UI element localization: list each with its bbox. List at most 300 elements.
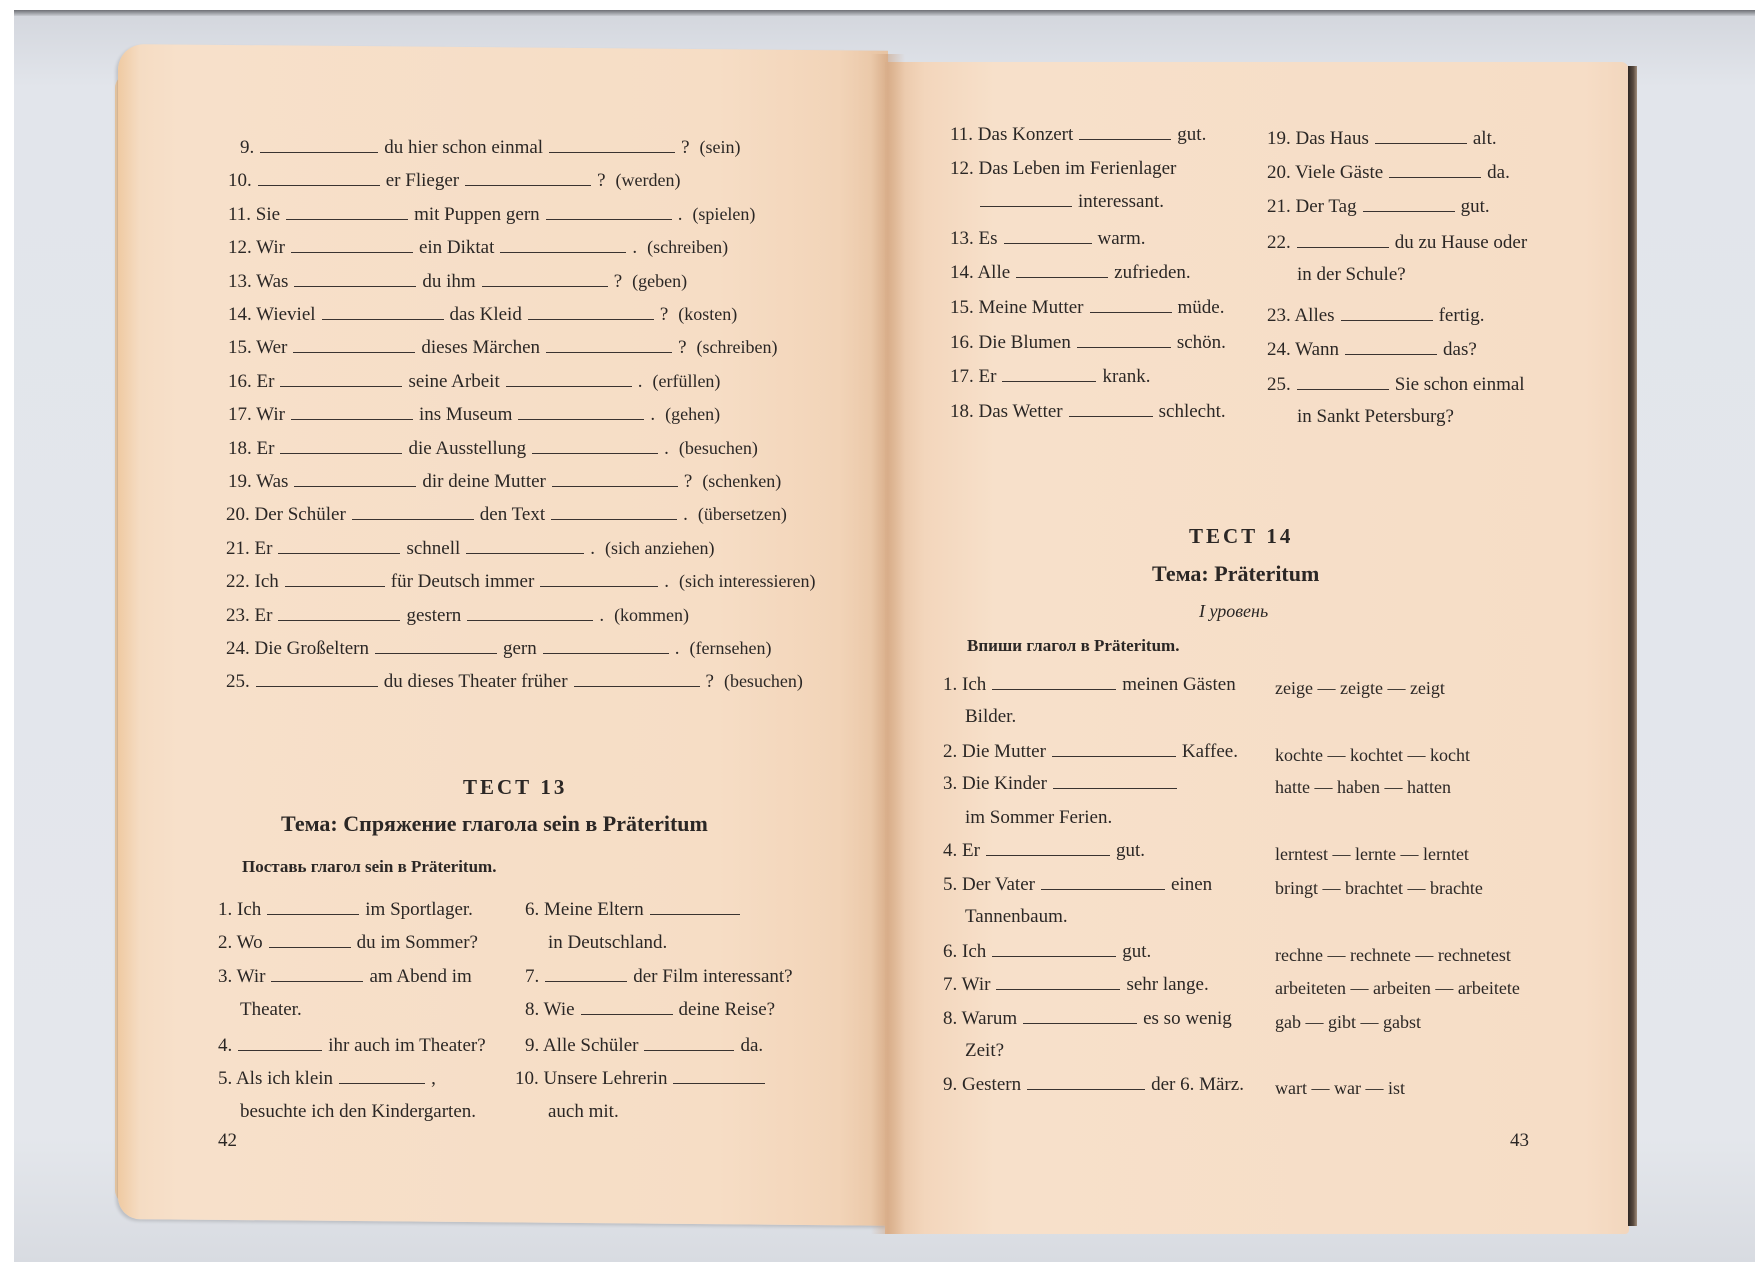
answer-blank[interactable] [291, 405, 413, 420]
item-number: 11. Sie [228, 203, 281, 225]
item-lead: 7. Wir [943, 974, 991, 995]
exercise-item [950, 401, 1226, 423]
item-lead: 18. Das Wetter [950, 401, 1063, 422]
answer-blank[interactable] [1052, 742, 1176, 757]
options-text: bringt — brachtet — brachte [1275, 878, 1483, 898]
item-text: den Text [479, 504, 546, 526]
item-text: gestern [406, 604, 462, 626]
answer-blank[interactable] [466, 539, 584, 554]
test14-topic: Тема: Präteritum [1152, 561, 1320, 586]
answer-blank[interactable] [545, 967, 627, 982]
exercise-item [1297, 406, 1454, 428]
item-tail: du im Sommer? [356, 932, 478, 953]
answer-blank[interactable] [1004, 229, 1092, 244]
item-tail: gut. [1122, 941, 1152, 962]
answer-blank[interactable] [294, 272, 416, 287]
exercise-item [228, 303, 737, 326]
test14-item [943, 1008, 1232, 1030]
item-lead: in der Schule? [1297, 264, 1406, 285]
answer-blank[interactable] [992, 942, 1116, 957]
item-lead: 14. Alle [950, 262, 1011, 283]
exercise-item [226, 604, 689, 627]
answer-blank[interactable] [1027, 1075, 1145, 1090]
item-tail: am Abend im [369, 966, 472, 987]
test14-item [943, 974, 1209, 996]
item-punct: ? [659, 304, 669, 325]
verb-hint: (sich anziehen) [605, 537, 715, 558]
test14-item [965, 1040, 1004, 1062]
answer-blank[interactable] [1002, 367, 1096, 382]
item-number: 23. Er [226, 604, 273, 626]
exercise-item [228, 437, 758, 460]
test13-item [218, 1035, 486, 1057]
item-lead: 3. Die Kinder [943, 773, 1047, 794]
answer-blank[interactable] [673, 1069, 765, 1084]
verb-hint: (sich interessieren) [679, 571, 816, 592]
item-text: für Deutsch immer [390, 571, 535, 593]
item-tail: es so wenig [1143, 1008, 1232, 1029]
item-lead: 22. [1267, 232, 1291, 253]
exercise-item [228, 470, 781, 493]
item-lead: auch mit. [548, 1101, 619, 1122]
test13-item [515, 1068, 771, 1090]
verb-hint: (übersetzen) [697, 504, 787, 525]
test14-item [943, 674, 1236, 696]
test14-title: ТЕСТ 14 [1189, 524, 1294, 548]
exercise-item [1267, 162, 1510, 184]
test13-item [240, 1101, 476, 1123]
test14-item [943, 741, 1238, 763]
item-tail: da. [1487, 162, 1510, 183]
exercise-item [226, 637, 771, 660]
answer-blank[interactable] [256, 672, 378, 687]
item-punct: ? [613, 270, 623, 292]
item-text: du hier schon einmal [384, 137, 544, 158]
answer-blank[interactable] [543, 639, 669, 654]
item-number: 15. Wer [228, 337, 288, 359]
exercise-item [950, 297, 1224, 319]
item-tail: alt. [1472, 128, 1497, 149]
item-text: seine Arbeit [408, 370, 500, 392]
answer-blank[interactable] [549, 138, 675, 153]
item-lead: 13. Es [950, 228, 998, 249]
options-text: lerntest — lernte — lerntet [1275, 844, 1469, 864]
page-number-left: 42 [218, 1130, 237, 1151]
verb-options [1275, 744, 1470, 766]
item-punct: . [590, 537, 596, 559]
verb-hint: (kommen) [614, 604, 690, 625]
item-lead: 21. Der Tag [1267, 196, 1357, 217]
exercise-item [228, 370, 720, 393]
test13-title: ТЕСТ 13 [463, 775, 568, 799]
item-text: gern [502, 638, 537, 659]
item-punct: . [664, 437, 669, 459]
verb-hint: (schreiben) [647, 237, 729, 258]
options-text: gab — gibt — gabst [1275, 1012, 1421, 1032]
item-tail: der 6. März. [1151, 1074, 1244, 1095]
answer-blank[interactable] [278, 539, 400, 554]
item-punct: . [674, 638, 680, 659]
test14-item [943, 874, 1212, 896]
item-lead: 9. Alle Schüler [525, 1035, 639, 1056]
item-tail: da. [740, 1035, 764, 1056]
item-number: 10. [228, 170, 252, 192]
exercise-item [1267, 128, 1497, 150]
exercise-item [950, 366, 1150, 388]
answer-blank[interactable] [285, 572, 385, 587]
verb-hint: (spielen) [692, 203, 756, 224]
options-text: arbeiteten — arbeiten — arbeitete [1275, 978, 1520, 998]
exercise-item [950, 124, 1206, 146]
answer-blank[interactable] [992, 675, 1116, 690]
answer-blank[interactable] [1297, 375, 1389, 390]
answer-blank[interactable] [294, 472, 416, 487]
item-lead: 23. Alles [1267, 305, 1335, 326]
book-cover-edge [1628, 66, 1637, 1226]
options-text: wart — war — ist [1275, 1078, 1405, 1098]
item-lead: 8. Warum [943, 1008, 1018, 1029]
test14-item [965, 906, 1068, 928]
options-text: rechne — rechnete — rechnetest [1275, 945, 1511, 965]
verb-options [1275, 944, 1511, 966]
answer-blank[interactable] [1077, 333, 1171, 348]
answer-blank[interactable] [1016, 263, 1108, 278]
exercise-item [226, 570, 815, 593]
test14-item [943, 840, 1145, 862]
exercise-item [1267, 339, 1477, 361]
item-punct: . [677, 203, 683, 225]
verb-hint: (geben) [632, 270, 688, 291]
verb-hint: (schenken) [702, 471, 782, 491]
item-punct: ? [683, 471, 693, 492]
item-tail: warm. [1097, 228, 1146, 249]
item-tail: schlecht. [1158, 401, 1226, 422]
test14-item [965, 807, 1112, 829]
verb-hint: (besuchen) [678, 437, 758, 458]
item-punct: . [632, 237, 638, 259]
answer-blank[interactable] [260, 138, 378, 153]
item-lead: 10. Unsere Lehrerin [515, 1068, 668, 1089]
item-lead: im Sommer Ferien. [965, 807, 1113, 828]
verb-hint: (kosten) [678, 304, 738, 324]
item-tail: , [431, 1068, 436, 1089]
exercise-item [1267, 232, 1527, 254]
test13-item [218, 1068, 436, 1090]
item-tail: das? [1443, 339, 1477, 360]
exercise-item [950, 332, 1226, 354]
test13-item [548, 1101, 619, 1123]
item-tail: interessant. [1078, 191, 1165, 212]
answer-blank[interactable] [1023, 1009, 1137, 1024]
test13-item [240, 999, 302, 1021]
test14-item [943, 1074, 1244, 1096]
exercise-item [228, 203, 755, 226]
test14-item [943, 773, 1183, 795]
item-lead: 15. Meine Mutter [950, 297, 1084, 318]
answer-blank[interactable] [375, 639, 497, 654]
item-lead: 7. [525, 966, 540, 987]
item-lead: 6. Ich [943, 941, 987, 962]
exercise-item [980, 191, 1164, 213]
exercise-item [240, 136, 741, 159]
item-lead: 25. [1267, 374, 1291, 395]
item-tail: schön. [1176, 332, 1226, 353]
item-lead: 4. Er [943, 840, 980, 861]
options-text: kochte — kochtet — kocht [1275, 745, 1470, 765]
item-lead: 16. Die Blumen [950, 332, 1071, 353]
answer-blank[interactable] [286, 205, 408, 220]
item-lead: 1. Ich [218, 899, 262, 920]
answer-blank[interactable] [339, 1069, 425, 1084]
item-punct: ? [681, 137, 690, 158]
item-lead: 4. [218, 1035, 233, 1056]
verb-hint: (werden) [615, 170, 681, 191]
answer-blank[interactable] [574, 672, 700, 687]
item-punct: ? [705, 671, 714, 693]
item-punct: ? [597, 170, 606, 192]
exercise-item [1267, 374, 1525, 396]
test13-item [525, 1035, 763, 1057]
item-lead: Tannenbaum. [965, 906, 1068, 927]
item-tail: gut. [1115, 840, 1145, 861]
answer-blank[interactable] [546, 205, 672, 220]
answer-blank[interactable] [291, 238, 413, 253]
exercise-item [950, 228, 1146, 250]
item-text: du ihm [422, 270, 476, 292]
item-tail: krank. [1102, 366, 1151, 387]
answer-blank[interactable] [1079, 125, 1171, 140]
item-number: 25. [226, 671, 250, 693]
answer-blank[interactable] [996, 975, 1120, 990]
answer-blank[interactable] [500, 238, 626, 253]
answer-blank[interactable] [238, 1036, 322, 1051]
answer-blank[interactable] [465, 171, 591, 186]
test13-instruction: Поставь глагол sein в Präteritum. [242, 857, 497, 876]
item-punct: . [637, 370, 643, 392]
answer-blank[interactable] [650, 900, 740, 915]
exercise-item [228, 236, 728, 259]
test14-item [943, 941, 1151, 963]
scanner-edge-shadow [14, 10, 1755, 16]
exercise-item [950, 262, 1191, 284]
exercise-item [228, 403, 720, 426]
exercise-item [950, 158, 1176, 180]
verb-hint: (besuchen) [723, 671, 803, 692]
item-punct: ? [678, 337, 687, 359]
item-number: 16. Er [228, 370, 275, 392]
item-lead: Theater. [240, 999, 302, 1020]
test14-instruction: Впиши глагол в Präteritum. [967, 636, 1180, 655]
item-number: 19. Was [228, 471, 289, 492]
answer-blank[interactable] [269, 933, 351, 948]
item-lead: 20. Viele Gäste [1267, 162, 1384, 183]
answer-blank[interactable] [1297, 233, 1389, 248]
answer-blank[interactable] [552, 472, 678, 487]
item-tail: Sie schon einmal [1394, 374, 1525, 395]
verb-hint: (sein) [699, 137, 741, 157]
exercise-item [1267, 305, 1484, 327]
item-tail: der Film interessant? [633, 966, 793, 987]
item-lead: 17. Er [950, 366, 997, 387]
item-tail: zufrieden. [1114, 262, 1191, 283]
item-lead: besuchte ich den Kindergarten. [240, 1101, 477, 1122]
page-number-right: 43 [1510, 1130, 1529, 1151]
item-lead: in Deutschland. [548, 932, 668, 953]
item-lead: Zeit? [965, 1040, 1005, 1061]
exercise-item [1297, 264, 1406, 286]
options-text: hatte — haben — hatten [1275, 777, 1451, 797]
item-lead: 5. Der Vater [943, 874, 1035, 895]
item-tail: ihr auch im Theater? [328, 1035, 486, 1056]
answer-blank[interactable] [540, 572, 658, 587]
test14-item [965, 706, 1016, 728]
item-lead: 19. Das Haus [1267, 128, 1369, 149]
answer-blank[interactable] [1341, 306, 1433, 321]
answer-blank[interactable] [1363, 197, 1455, 212]
exercise-item [226, 503, 787, 526]
answer-blank[interactable] [352, 505, 474, 520]
test13-topic: Тема: Спряжение глагола sein в Präteritum [281, 811, 708, 836]
answer-blank[interactable] [1069, 402, 1153, 417]
answer-blank[interactable] [986, 841, 1110, 856]
item-number: 12. Wir [228, 237, 285, 259]
verb-options [1275, 843, 1469, 865]
answer-blank[interactable] [1041, 875, 1165, 890]
answer-blank[interactable] [581, 1000, 673, 1015]
exercise-item [1267, 196, 1490, 218]
item-punct: . [599, 604, 605, 626]
item-tail: fertig. [1438, 305, 1485, 326]
exercise-item [228, 169, 680, 192]
item-number: 18. Er [228, 437, 275, 459]
item-lead: 6. Meine Eltern [525, 899, 644, 920]
item-tail: Kaffee. [1181, 741, 1238, 762]
verb-options [1275, 1011, 1421, 1033]
answer-blank[interactable] [293, 338, 415, 353]
test13-item [525, 999, 775, 1021]
answer-blank[interactable] [322, 305, 444, 320]
answer-blank[interactable] [271, 967, 363, 982]
item-lead: in Sankt Petersburg? [1297, 406, 1454, 427]
verb-options [1275, 776, 1451, 798]
item-punct: . [683, 504, 688, 526]
item-text: das Kleid [449, 304, 522, 325]
answer-blank[interactable] [1375, 129, 1467, 144]
item-text: mit Puppen gern [414, 203, 540, 225]
test13-item [525, 966, 793, 988]
answer-blank[interactable] [980, 192, 1072, 207]
item-tail: meinen Gästen [1122, 674, 1236, 695]
item-number: 24. Die Großeltern [226, 638, 369, 659]
exercise-item [226, 537, 714, 560]
exercise-item [226, 670, 803, 693]
verb-options [1275, 877, 1483, 899]
item-lead: 24. Wann [1267, 339, 1340, 360]
verb-hint: (fernsehen) [689, 638, 772, 658]
item-lead: Bilder. [965, 706, 1017, 727]
item-lead: 8. Wie [525, 999, 575, 1020]
test13-item [548, 932, 667, 954]
item-lead: 2. Die Mutter [943, 741, 1046, 762]
answer-blank[interactable] [532, 439, 658, 454]
item-punct: . [650, 404, 656, 426]
answer-blank[interactable] [1090, 298, 1172, 313]
answer-blank[interactable] [258, 171, 380, 186]
test13-item [218, 966, 472, 988]
item-number: 13. Was [228, 270, 289, 292]
item-number: 21. Er [226, 537, 273, 559]
item-lead: 1. Ich [943, 674, 987, 695]
item-lead: 9. Gestern [943, 1074, 1022, 1095]
answer-blank[interactable] [280, 439, 402, 454]
answer-blank[interactable] [267, 900, 359, 915]
answer-blank[interactable] [644, 1036, 734, 1051]
item-text: ins Museum [418, 404, 513, 426]
answer-blank[interactable] [482, 272, 608, 287]
answer-blank[interactable] [280, 372, 402, 387]
item-lead: 5. Als ich klein [218, 1068, 334, 1089]
answer-blank[interactable] [551, 505, 677, 520]
options-text: zeige — zeigte — zeigt [1275, 678, 1445, 698]
verb-options [1275, 977, 1520, 999]
answer-blank[interactable] [528, 305, 654, 320]
item-number: 14. Wieviel [228, 304, 316, 325]
test14-level: I уровень [1199, 601, 1269, 621]
test13-item [218, 899, 473, 921]
item-tail: gut. [1177, 124, 1207, 145]
item-text: ein Diktat [418, 237, 495, 259]
item-lead: 2. Wo [218, 932, 263, 953]
item-text: er Flieger [385, 170, 460, 192]
answer-blank[interactable] [278, 606, 400, 621]
answer-blank[interactable] [467, 606, 593, 621]
exercise-item [228, 336, 777, 359]
answer-blank[interactable] [506, 372, 632, 387]
answer-blank[interactable] [1345, 340, 1437, 355]
item-lead: 11. Das Konzert [950, 124, 1074, 145]
item-number: 17. Wir [228, 404, 285, 426]
item-number: 9. [240, 137, 255, 158]
verb-hint: (gehen) [665, 404, 721, 425]
item-text: die Ausstellung [408, 437, 527, 459]
item-tail: sehr lange. [1126, 974, 1209, 995]
item-text: du dieses Theater früher [383, 671, 568, 693]
test13-item [218, 932, 478, 954]
item-tail: gut. [1460, 196, 1490, 217]
item-text: dir deine Mutter [422, 471, 546, 492]
item-tail: einen [1170, 874, 1213, 895]
book-spine [871, 54, 905, 1234]
answer-blank[interactable] [546, 338, 672, 353]
exercise-item [228, 270, 687, 293]
item-tail: im Sportlager. [365, 899, 473, 920]
item-tail: müde. [1177, 297, 1225, 318]
verb-options [1275, 677, 1445, 699]
verb-hint: (schreiben) [696, 337, 778, 358]
item-lead: 12. Das Leben im Ferienlager [950, 158, 1177, 179]
item-lead: 3. Wir [218, 966, 266, 987]
test13-item [525, 899, 746, 921]
answer-blank[interactable] [1053, 774, 1177, 789]
answer-blank[interactable] [518, 405, 644, 420]
answer-blank[interactable] [1389, 163, 1481, 178]
verb-hint: (erfüllen) [652, 370, 721, 391]
item-punct: . [664, 571, 670, 593]
item-tail: deine Reise? [678, 999, 776, 1020]
item-tail: du zu Hause oder [1394, 232, 1528, 253]
item-text: schnell [406, 537, 461, 559]
item-number: 20. Der Schüler [226, 504, 346, 526]
